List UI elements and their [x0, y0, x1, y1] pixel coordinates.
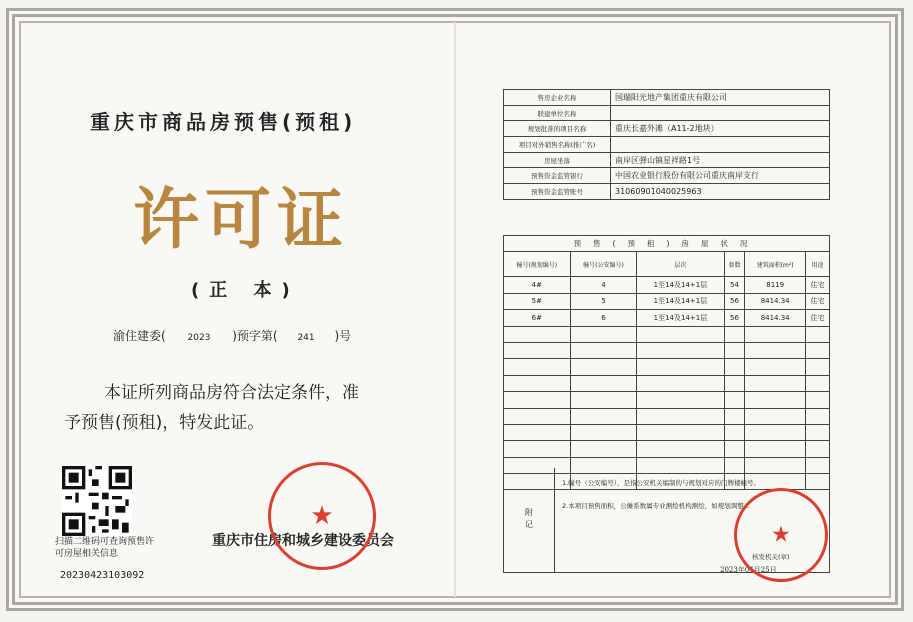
grid-cell: 住宅: [805, 293, 829, 309]
official-seal-left: [268, 462, 376, 570]
grid-cell: [724, 441, 745, 457]
qr-code[interactable]: [62, 466, 132, 536]
grid-cell: 6: [570, 310, 637, 326]
grid-cell: [724, 424, 745, 440]
grid-cell: [570, 392, 637, 408]
qr-caption: 扫描二维码可查询预售许可房屋相关信息: [55, 537, 155, 559]
license-year: 2023: [187, 333, 211, 343]
grid-cell: [805, 326, 829, 342]
info-row: [504, 121, 830, 137]
grid-cell: [724, 326, 745, 342]
grid-header-cell: 用途: [805, 252, 829, 277]
license-prefix: 渝住建委(: [113, 329, 166, 343]
grid-cell: [745, 375, 806, 391]
grid-cell: 8414.34: [745, 293, 806, 309]
info-row: [504, 152, 830, 168]
grid-header-cell: 幢号(规划编号): [504, 252, 571, 277]
grid-cell: 1至14及14+1层: [637, 310, 724, 326]
grid-cell: [805, 375, 829, 391]
grid-cell: [504, 326, 571, 342]
section-title: 预售(预租)房屋状况: [504, 236, 830, 252]
grid-cell: [637, 342, 724, 358]
grid-cell: [637, 326, 724, 342]
grid-header-cell: 建筑面积(m²): [745, 252, 806, 277]
grid-cell: [745, 424, 806, 440]
grid-cell: 住宅: [805, 310, 829, 326]
body-line-2: 予预售(预租)，特发此证。: [64, 413, 265, 433]
grid-cell: 1至14及14+1层: [637, 277, 724, 293]
grid-cell: [724, 408, 745, 424]
grid-cell: [745, 392, 806, 408]
grid-cell: 5: [570, 293, 637, 309]
star-icon: ★: [310, 501, 334, 531]
grid-header-cell: 套数: [724, 252, 745, 277]
info-label: 联建单位名称: [504, 105, 611, 121]
grid-cell: [504, 408, 571, 424]
grid-cell: [745, 326, 806, 342]
info-label: 房屋坐落: [504, 152, 611, 168]
grid-cell: [724, 342, 745, 358]
info-label: 售房企业名称: [504, 90, 611, 106]
grid-cell: 住宅: [805, 277, 829, 293]
info-value: [611, 137, 830, 153]
grid-cell: [805, 392, 829, 408]
empty-row: [504, 441, 830, 457]
empty-row: [504, 392, 830, 408]
grid-cell: [504, 424, 571, 440]
license-number: [113, 327, 351, 344]
grid-cell: [805, 408, 829, 424]
issuing-authority: 重庆市住房和城乡建设委员会: [212, 533, 394, 549]
grid-cell: [504, 392, 571, 408]
grid-cell: [504, 441, 571, 457]
building-status-table: [503, 235, 830, 490]
info-value: 中国农业银行股份有限公司重庆南岸支行: [611, 168, 830, 184]
info-row: [504, 90, 830, 106]
grid-cell: [805, 424, 829, 440]
grid-cell: 1至14及14+1层: [637, 293, 724, 309]
grid-header-row: [504, 252, 830, 277]
remarks-label: 附记: [504, 468, 555, 572]
grid-cell: [637, 375, 724, 391]
info-row: [504, 105, 830, 121]
info-label: 预售资金监管账号: [504, 184, 611, 200]
empty-row: [504, 342, 830, 358]
info-value: 31060901040025963: [611, 184, 830, 200]
grid-cell: [745, 408, 806, 424]
info-label: 预售资金监管银行: [504, 168, 611, 184]
grid-cell: 8119: [745, 277, 806, 293]
table-row: [504, 277, 830, 293]
remark-line-1: 1.幢号（公安编号），是指公安机关编制的与规划对应的门牌楼幢号。: [562, 479, 760, 487]
grid-cell: [570, 424, 637, 440]
body-line-1: 本证所列商品房符合法定条件，准: [104, 383, 359, 403]
table-row: [504, 293, 830, 309]
grid-cell: [570, 441, 637, 457]
info-label: 项目对外销售名称(推广名): [504, 137, 611, 153]
grid-cell: [637, 424, 724, 440]
info-value: 国瑞阳光地产集团重庆有限公司: [611, 90, 830, 106]
info-row: [504, 137, 830, 153]
table-row: [504, 310, 830, 326]
empty-row: [504, 359, 830, 375]
copy-type: (正 本): [191, 280, 300, 301]
info-value: 南岸区弹山镇星祥路1号: [611, 152, 830, 168]
grid-cell: [637, 408, 724, 424]
certificate-title: 许可证: [133, 181, 349, 258]
certificate-subtitle: 重庆市商品房预售(预租): [90, 110, 357, 134]
grid-cell: [637, 392, 724, 408]
license-suffix: )号: [334, 329, 352, 343]
empty-row: [504, 326, 830, 342]
grid-cell: [805, 359, 829, 375]
certificate-body: [64, 378, 404, 438]
license-mid: )预字第(: [232, 329, 278, 343]
grid-cell: [570, 326, 637, 342]
empty-row: [504, 424, 830, 440]
grid-cell: [745, 441, 806, 457]
grid-cell: 5#: [504, 293, 571, 309]
grid-cell: [724, 359, 745, 375]
grid-cell: 4: [570, 277, 637, 293]
grid-cell: [570, 359, 637, 375]
info-row: [504, 184, 830, 200]
grid-cell: [570, 342, 637, 358]
serial-number: 20230423103092: [60, 570, 145, 581]
info-label: 规划批准的项目名称: [504, 121, 611, 137]
remark-line-2: 2.本项目预售面积，公摊系数属专业测绘机构测绘，如规划调整…: [562, 502, 751, 510]
grid-cell: [637, 359, 724, 375]
grid-cell: [724, 392, 745, 408]
grid-cell: [637, 441, 724, 457]
project-info-table: [503, 89, 830, 200]
official-seal-right: [734, 488, 828, 582]
info-row: [504, 168, 830, 184]
grid-cell: [570, 408, 637, 424]
issue-date: 2023年04月25日: [720, 566, 777, 574]
grid-cell: [745, 342, 806, 358]
grid-cell: 54: [724, 277, 745, 293]
grid-cell: 6#: [504, 310, 571, 326]
grid-cell: 56: [724, 310, 745, 326]
grid-cell: [504, 375, 571, 391]
grid-cell: 8414.34: [745, 310, 806, 326]
grid-header-cell: 幢号(公安编号): [570, 252, 637, 277]
grid-header-cell: 层次: [637, 252, 724, 277]
license-seq: 241: [297, 333, 315, 343]
grid-cell: 4#: [504, 277, 571, 293]
grid-cell: [570, 375, 637, 391]
info-value: [611, 105, 830, 121]
star-icon: ★: [771, 522, 791, 548]
empty-row: [504, 375, 830, 391]
grid-cell: [504, 342, 571, 358]
issued-by: 核发机关(章): [752, 553, 790, 561]
grid-cell: [724, 375, 745, 391]
info-value: 重庆长嘉外滩（A11-2地块）: [611, 121, 830, 137]
page-fold: [454, 22, 456, 597]
empty-row: [504, 408, 830, 424]
grid-cell: [745, 359, 806, 375]
grid-cell: [805, 441, 829, 457]
grid-cell: [504, 359, 571, 375]
grid-cell: [805, 342, 829, 358]
grid-cell: 56: [724, 293, 745, 309]
